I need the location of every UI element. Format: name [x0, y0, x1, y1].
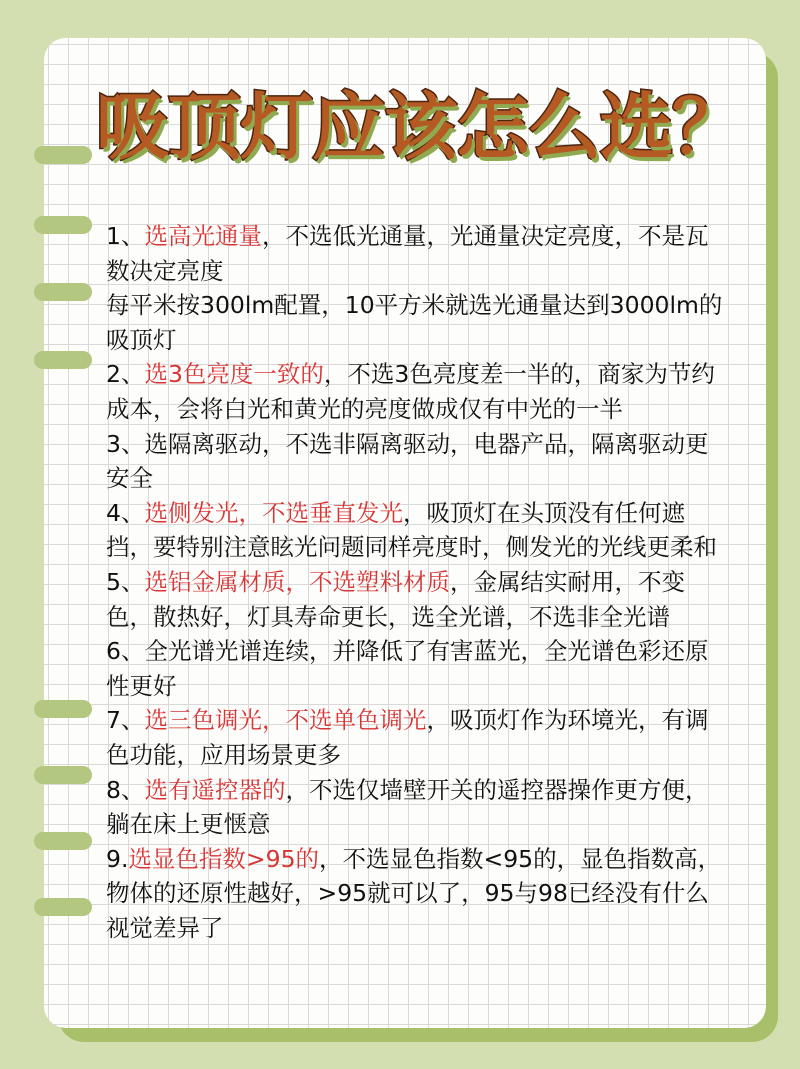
tip-text: 每平米按300lm配置，10平方米就选光通量达到3000lm的吸顶灯 — [106, 291, 723, 354]
tip-number: 5、 — [106, 567, 145, 596]
binder-ring — [34, 766, 92, 784]
binder-ring — [34, 283, 92, 301]
tip-number: 7、 — [106, 706, 145, 735]
tip-highlight: 选铝金属材质，不选塑料材质 — [144, 567, 450, 596]
binder-ring — [34, 216, 92, 234]
tip-text: ，不选仅墙壁开关的遥控器操作更方便，躺在床上更惬意 — [106, 775, 709, 839]
tip-highlight: 选三色调光，不选单色调光 — [144, 706, 427, 735]
tip-item — [106, 842, 726, 946]
binder-ring — [34, 146, 92, 164]
tip-text: ，不选显色指数<95的，显色指数高，物体的还原性越好，>95就可以了，95与98已经没有什么视觉差异了 — [106, 844, 722, 942]
tip-item — [106, 703, 726, 772]
tip-number: 1、 — [106, 222, 145, 250]
binder-ring — [34, 898, 92, 916]
tip-highlight: 选显色指数>95的 — [128, 844, 320, 873]
tip-text: ，不选低光通量，光通量决定亮度，不是瓦数决定亮度 — [106, 222, 709, 285]
tip-text: ，吸顶灯作为环境光，有调色功能，应用场景更多 — [106, 706, 709, 769]
binder-ring — [34, 700, 92, 718]
tip-number: 6、 — [106, 637, 145, 666]
tip-number: 2、 — [106, 360, 145, 389]
tip-item — [106, 773, 726, 842]
tip-text: 全光谱光谱连续，并降低了有害蓝光，全光谱色彩还原性更好 — [106, 637, 709, 700]
tip-number: 9. — [106, 844, 129, 873]
binder-ring — [34, 832, 92, 850]
binder-ring — [34, 351, 92, 369]
tip-item — [106, 496, 726, 565]
tip-text: 选隔离驱动，不选非隔离驱动，电器产品，隔离驱动更安全 — [106, 429, 709, 493]
page-title: 吸顶灯应该怎么选？ — [96, 85, 744, 170]
tip-item — [106, 219, 726, 288]
tip-number: 3、 — [106, 429, 145, 458]
tip-item — [106, 357, 726, 426]
tip-number: 8、 — [106, 775, 145, 804]
tip-text: ，吸顶灯在头顶没有任何遮挡，要特别注意眩光问题同样亮度时，侧发光的光线更柔和 — [106, 498, 717, 562]
tip-number: 4、 — [106, 498, 145, 527]
tip-highlight: 选高光通量 — [144, 222, 262, 250]
tip-highlight: 选3色亮度一致的 — [144, 360, 324, 389]
tip-item — [106, 634, 726, 703]
tip-highlight: 选有遥控器的 — [144, 775, 286, 804]
tip-text: ，不选3色亮度差一半的，商家为节约成本，会将白光和黄光的亮度做成仅有中光的一半 — [106, 360, 715, 423]
tip-item — [106, 288, 726, 357]
tip-highlight: 选侧发光，不选垂直发光 — [144, 498, 403, 527]
tips-list — [106, 219, 726, 945]
tip-item — [106, 427, 726, 496]
tip-text: ，金属结实耐用，不变色，散热好，灯具寿命更长，选全光谱，不选非全光谱 — [106, 567, 685, 631]
tip-item — [106, 565, 726, 634]
